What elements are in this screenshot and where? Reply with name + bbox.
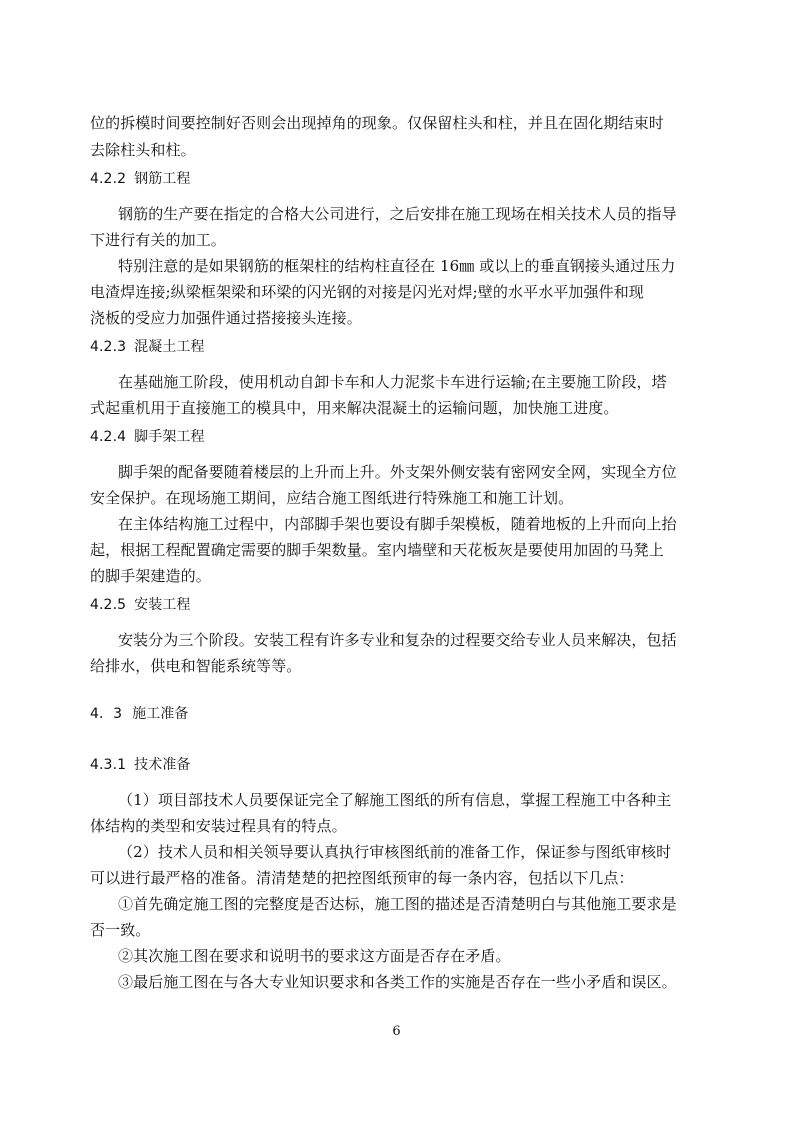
section-title: 技术准备	[134, 757, 191, 773]
section-heading-4-2-5	[90, 592, 705, 618]
section-number: 4．3	[90, 706, 123, 722]
paragraph-line: 起，根据工程配置确定需要的脚手架数量。室内墙壁和天花板灰是要使用加固的马凳上	[90, 541, 664, 559]
paragraph-line: 下进行有关的加工。	[90, 231, 226, 249]
section-title: 施工准备	[132, 706, 189, 722]
paragraph-line: 去除柱头和柱。	[90, 141, 196, 159]
paragraph-line: 可以进行最严格的准备。清清楚楚的把控图纸预审的每一条内容，包括以下几点：	[90, 869, 634, 887]
paragraph-line: 位的拆模时间要控制好否则会出现掉角的现象。仅保留柱头和柱，并且在固化期结束时	[90, 114, 664, 132]
paragraph-line: 电渣焊连接;纵梁框架梁和环梁的闪光钢的对接是闪光对焊;壁的水平水平加强件和现	[90, 283, 644, 301]
list-item-line: ③最后施工图在与各大专业知识要求和各类工作的实施是否存在一些小矛盾和误区。	[118, 973, 677, 991]
list-item-line: ①首先确定施工图的完整度是否达标，施工图的描述是否清楚明白与其他施工要求是	[118, 895, 677, 913]
paragraph-line: 钢筋的生产要在指定的合格大公司进行，之后安排在施工现场在相关技术人员的指导	[118, 205, 677, 223]
section-title: 脚手架工程	[134, 429, 205, 445]
paragraph-line: 式起重机用于直接施工的模具中，用来解决混凝土的运输问题，加快施工进度。	[90, 399, 619, 417]
list-item-line: ②其次施工图在要求和说明书的要求这方面是否存在矛盾。	[118, 947, 511, 965]
section-title: 安装工程	[134, 597, 191, 613]
section-number: 4.2.4	[90, 429, 127, 445]
paragraph-line: （2）技术人员和相关领导要认真执行审核图纸前的准备工作，保证参与图纸审核时	[118, 843, 672, 861]
paragraph-line: 安装分为三个阶段。安装工程有许多专业和复杂的过程要交给专业人员来解决，包括	[118, 631, 677, 649]
paragraph-line: 体结构的类型和安装过程具有的特点。	[90, 817, 347, 835]
section-number: 4.2.2	[90, 171, 127, 187]
paragraph-line: 脚手架的配备要随着楼层的上升而上升。外支架外侧安装有密网安全网，实现全方位	[118, 463, 677, 481]
section-number: 4.2.5	[90, 597, 127, 613]
section-heading-4-2-4	[90, 424, 705, 450]
section-heading-4-3	[90, 701, 705, 727]
section-heading-4-2-2	[90, 166, 705, 192]
section-title: 钢筋工程	[134, 171, 191, 187]
section-number: 4.3.1	[90, 757, 127, 773]
paragraph-line: 在基础施工阶段，使用机动自卸卡车和人力泥浆卡车进行运输;在主要施工阶段，塔	[118, 373, 667, 391]
paragraph-line: 给排水，供电和智能系统等等。	[90, 657, 302, 675]
paragraph-line: 的脚手架建造的。	[90, 567, 211, 585]
section-heading-4-3-1	[90, 752, 705, 778]
paragraph-line: （1）项目部技术人员要保证完全了解施工图纸的所有信息，掌握工程施工中各种主	[118, 791, 672, 809]
page-number: 6	[392, 1024, 401, 1039]
section-number: 4.2.3	[90, 339, 127, 355]
paragraph-line: 在主体结构施工过程中，内部脚手架也要设有脚手架模板，随着地板的上升而向上抬	[118, 515, 677, 533]
list-item-line: 否一致。	[90, 921, 151, 939]
section-title: 混凝土工程	[134, 339, 205, 355]
paragraph-line: 特别注意的是如果钢筋的框架柱的结构柱直径在 16㎜ 或以上的垂直钢接头通过压力	[118, 257, 676, 275]
paragraph-line: 安全保护。在现场施工期间，应结合施工图纸进行特殊施工和施工计划。	[90, 489, 574, 507]
section-heading-4-2-3	[90, 334, 705, 360]
paragraph-line: 浇板的受应力加强件通过搭接接头连接。	[90, 309, 362, 327]
